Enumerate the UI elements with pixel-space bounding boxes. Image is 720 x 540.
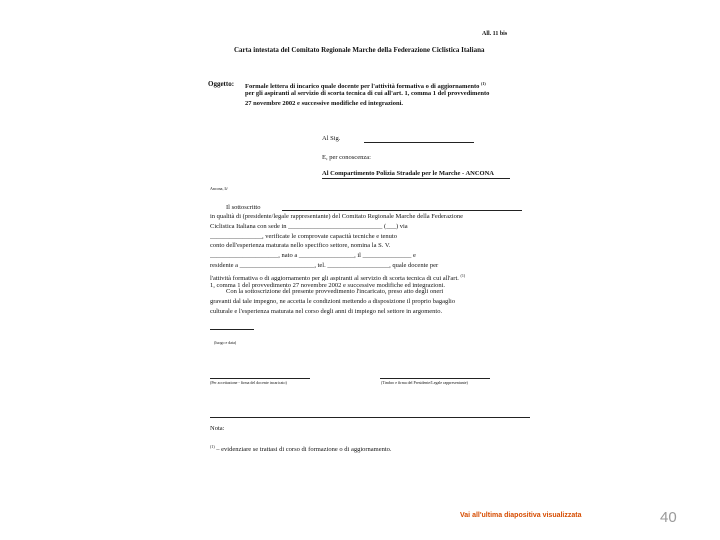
second-paragraph-line-1: Con la sottoscrizione del presente provvedimento l'incaricato, preso atto degli oneri xyxy=(226,288,444,295)
to-label: Al Sig. xyxy=(322,135,341,142)
body-footnote-marker: (1) xyxy=(460,272,466,278)
body-line: residente a _______________________, tel. ___________________, quale docente per xyxy=(210,261,439,269)
body-line: Ciclistica Italiana con sede in _____________________________ (___) via xyxy=(210,222,408,230)
cc-recipient-rule xyxy=(322,178,510,179)
note-divider xyxy=(210,417,530,418)
name-fill-line xyxy=(282,210,522,211)
body-line: _____________________, nato a _________________, il _______________ e xyxy=(210,252,416,260)
subject-label: Oggetto: xyxy=(208,80,235,88)
subject-line-1: Formale lettera di incarico quale docente per l'attività formativa o di aggiornamento $^{(1)}$ xyxy=(245,81,486,91)
signature-right-label: (Timbro e firma del Presidente/Legale rappresentante) xyxy=(381,380,468,385)
body-line: ________________, verificate le comprovate capacità tecniche e tenuto xyxy=(210,232,397,240)
note-label: Nota: xyxy=(210,425,225,432)
body-line: conto dell'esperienza maturata nello specifico settore, nomina la S. V. xyxy=(210,242,391,250)
cc-recipient: Al Compartimento Polizia Stradale per le Marche - ANCONA xyxy=(322,170,494,177)
second-paragraph-line-2: gravanti dal tale impegno, ne accetta le condizioni mettendo a disposizione il proprio bagaglio xyxy=(210,298,456,305)
annex-label: All. 11 bis xyxy=(482,31,508,37)
protocol-label: Ancona, lì/ xyxy=(210,186,228,191)
last-slide-link[interactable]: Vai all'ultima diapositiva visualizzata xyxy=(460,512,582,519)
place-date-label: (luogo e data) xyxy=(214,340,237,345)
page-number: 40 xyxy=(660,509,677,526)
second-paragraph-line-3: culturale e l'esperienza maturata nel corso degli anni di impiego nel settore in argomento. xyxy=(210,308,443,315)
signature-left-label: (Per accettazione - firma del docente incaricato) xyxy=(210,380,287,385)
to-recipient-line xyxy=(364,142,474,143)
subject-footnote-marker: (1) xyxy=(481,81,486,86)
body-intro: Il sottoscritto xyxy=(226,204,261,211)
note-line xyxy=(210,442,392,455)
cc-label: E, per conoscenza: xyxy=(322,154,371,161)
body-paragraph xyxy=(210,212,522,290)
subject-line-2: per gli aspiranti al servizio di scorta tecnica di cui all'art. 1, comma 1 del provvedimento xyxy=(245,90,490,97)
note-text: – evidenziare se trattasi di corso di formazione o di aggiornamento. xyxy=(216,446,392,454)
subject-line-3: 27 novembre 2002 e successive modifiche ed integrazioni. xyxy=(245,100,404,107)
body-line: 1, comma 1 del provvedimento 27 novembre 2002 e successive modifiche ed integrazioni. xyxy=(210,281,446,289)
letterhead-title: Carta intestata del Comitato Regionale Marche della Federazione Ciclistica Italiana xyxy=(234,46,485,54)
body-line: in qualità di (presidente/legale rappresentante) del Comitato Regionale Marche della Federazione xyxy=(210,213,464,220)
signature-left-line xyxy=(210,378,310,379)
body-line: l'attività formativa o di aggiornamento per gli aspiranti al servizio di scorta tecnica di cui all'art. $^{(1)}$ xyxy=(210,272,466,281)
signature-right-line xyxy=(380,378,490,379)
note-marker: (1) xyxy=(210,444,215,449)
place-date-line xyxy=(210,329,254,330)
